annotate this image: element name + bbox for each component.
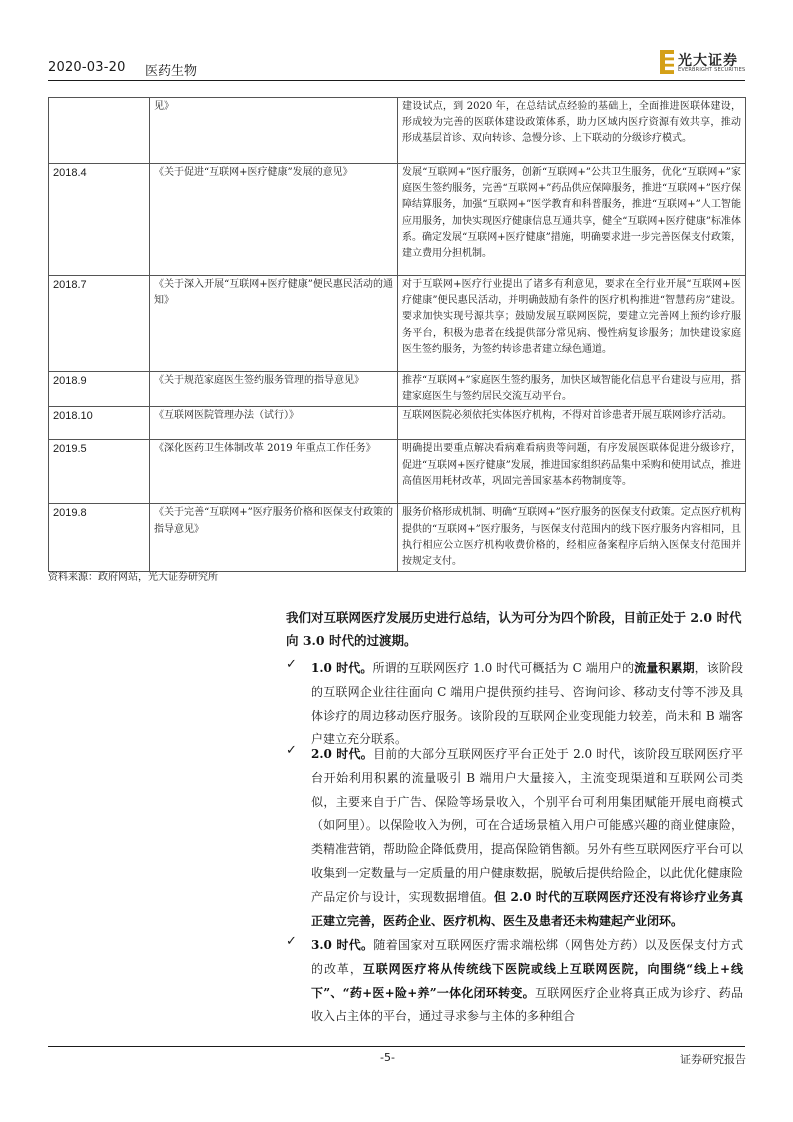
- policy-date: 2018.7: [49, 276, 150, 372]
- policy-content: 发展“互联网+”医疗服务，创新“互联网+”公共卫生服务，优化“互联网+”家庭医生签约服务，完善“互联网+”药品供应保障服务，推进“互联网+”医疗保障结算服务，加强“互联网+”医学教育和科普服务，推进“互联网+”人工智能应用服务，加快实现医疗健康信息互通共享，健全“互联网+医疗健康”标准体系。确定发展“互联网+医疗健康”措施，明确要求进一步完善医保支付政策，建立费用分担机制。: [398, 164, 746, 276]
- policy-content: 建设试点，到 2020 年，在总结试点经验的基础上，全面推进医联体建设，形成较为完善的医联体建设政策体系，助力区域内医疗资源有效共享，推动形成基层首诊、双向转诊、急慢分诊、上下联动的分级诊疗模式。: [398, 98, 746, 164]
- company-logo: [660, 50, 746, 76]
- policy-title: 《关于规范家庭医生签约服务管理的指导意见》: [150, 372, 398, 407]
- stage-1-body: 所谓的互联网医疗 1.0 时代可概括为 C 端用户的: [372, 661, 635, 675]
- checkmark-icon: ✓: [286, 657, 297, 672]
- policy-title: 《关于促进“互联网+医疗健康”发展的意见》: [150, 164, 398, 276]
- policy-content: 明确提出要重点解决看病难看病贵等问题，有序发展医联体促进分级诊疗，促进“互联网+医疗健康”发展，推进国家组织药品集中采购和使用试点，推进高值医用耗材改革，巩固完善国家基本药物制度等。: [398, 440, 746, 504]
- section-intro: 我们对互联网医疗发展历史进行总结，认为可分为四个阶段，目前正处于 2.0 时代向 3.0 时代的过渡期。: [286, 610, 742, 648]
- footer-label: 证券研究报告: [680, 1053, 746, 1066]
- policy-title: 见》: [150, 98, 398, 164]
- stage-2-lead: 2.0 时代。: [311, 747, 374, 761]
- policy-date: 2018.10: [49, 407, 150, 440]
- logo-subtext: EVERBRIGHT SECURITIES: [678, 67, 746, 73]
- policy-date: 2019.8: [49, 504, 150, 572]
- checkmark-icon: ✓: [286, 934, 297, 949]
- stage-3-body-cont: 互联网医疗企业将真正成为诊疗、药品收入占主体的平台，通过寻求参与主体的多种组合: [311, 985, 743, 1024]
- policy-title: 《关于深入开展“互联网+医疗健康”便民惠民活动的通知》: [150, 276, 398, 372]
- policy-table: [48, 97, 746, 572]
- table-source: 资料来源：政府网站，光大证券研究所: [48, 572, 218, 583]
- stage-2-text: [311, 743, 743, 933]
- policy-content: 服务价格形成机制、明确“互联网+”医疗服务的医保支付政策。定点医疗机构提供的“互联网+”医疗服务，与医保支付范围内的线下医疗服务内容相同，且执行相应公立医疗机构收费价格的，经相应备案程序后纳入医保支付范围并按规定支付。: [398, 504, 746, 572]
- policy-title: 《互联网医院管理办法（试行）》: [150, 407, 398, 440]
- logo-text: 光大证券: [678, 53, 738, 69]
- stage-1-lead: 1.0 时代。: [311, 661, 373, 675]
- page-number: -5-: [380, 1051, 395, 1064]
- stage-1-text: [311, 657, 743, 752]
- table-row: [49, 372, 746, 407]
- policy-date: [49, 98, 150, 164]
- policy-date: 2019.5: [49, 440, 150, 504]
- table-row: [49, 440, 746, 504]
- policy-content: 互联网医院必须依托实体医疗机构，不得对首诊患者开展互联网诊疗活动。: [398, 407, 746, 440]
- stage-3-lead: 3.0 时代。: [311, 938, 374, 952]
- table-row: [49, 98, 746, 164]
- header-divider: [48, 80, 745, 81]
- table-row: [49, 504, 746, 572]
- policy-title: 《深化医药卫生体制改革 2019 年重点工作任务》: [150, 440, 398, 504]
- footer-divider: [48, 1046, 745, 1047]
- stage-3-text: [311, 934, 743, 1029]
- policy-date: 2018.9: [49, 372, 150, 407]
- policy-title: 《关于完善“互联网+”医疗服务价格和医保支付政策的指导意见》: [150, 504, 398, 572]
- report-date: 2020-03-20: [48, 60, 126, 75]
- stage-1-body-cont: ，该阶段的互联网企业往往面向 C 端用户提供预约挂号、咨询问诊、移动支付等不涉及具体诊疗的周边移动医疗服务。该阶段的互联网企业变现能力较差，尚未和 B 端客户建立充分联系。: [311, 661, 743, 747]
- table-row: [49, 276, 746, 372]
- checkmark-icon: ✓: [286, 743, 297, 758]
- stage-3-body: 随着国家对互联网医疗需求端松绑（网售处方药）以及医保支付方式的改革，: [311, 938, 743, 976]
- table-row: [49, 407, 746, 440]
- stage-2-body: 目前的大部分互联网医疗平台正处于 2.0 时代，该阶段互联网医疗平台开始利用积累的流量吸引 B 端用户大量接入，主流变现渠道和互联网公司类似，主要来自于广告、保险等场景收入，个别平台可利用集团赋能开展电商模式（如阿里）。以保险收入为例，可在合适场景植入用户可能感兴趣的商业健康险，类精准营销，帮助险企降低费用，提高保险销售额。另外有些互联网医疗平台可以收集到一定数量与一定质量的用户健康数据，脱敏后提供给险企，以此优化健康险产品定价与设计，实现数据增值。: [311, 747, 744, 904]
- stage-1-highlight: 流量积累期: [634, 661, 695, 675]
- policy-date: 2018.4: [49, 164, 150, 276]
- policy-content: 对于互联网+医疗行业提出了诸多有利意见，要求在全行业开展“互联网+医疗健康”便民惠民活动，并明确鼓励有条件的医疗机构推进“智慧药房”建设。要求加快实现号源共享；鼓励发展互联网医院，要建立完善网上预约诊疗服务平台，积极为患者在线提供部分常见病、慢性病复诊服务；加快建设家庭医生签约服务，为签约转诊患者建立绿色通道。: [398, 276, 746, 372]
- report-sector: 医药生物: [145, 64, 198, 79]
- table-row: [49, 164, 746, 276]
- stage-3-highlight: 互联网医疗将从传统线下医院或线上互联网医院，向围绕“线上+线下”、“药+医+险+养”一体化闭环转变。: [311, 961, 743, 1000]
- logo-mark-icon: [660, 50, 674, 74]
- stage-2-highlight: 但 2.0 时代的互联网医疗还没有将诊疗业务真正建立完善，医药企业、医疗机构、医生及患者还未构建起产业闭环。: [311, 889, 743, 928]
- policy-content: 推荐“互联网+”家庭医生签约服务，加快区域智能化信息平台建设与应用，搭建家庭医生与签约居民交流互动平台。: [398, 372, 746, 407]
